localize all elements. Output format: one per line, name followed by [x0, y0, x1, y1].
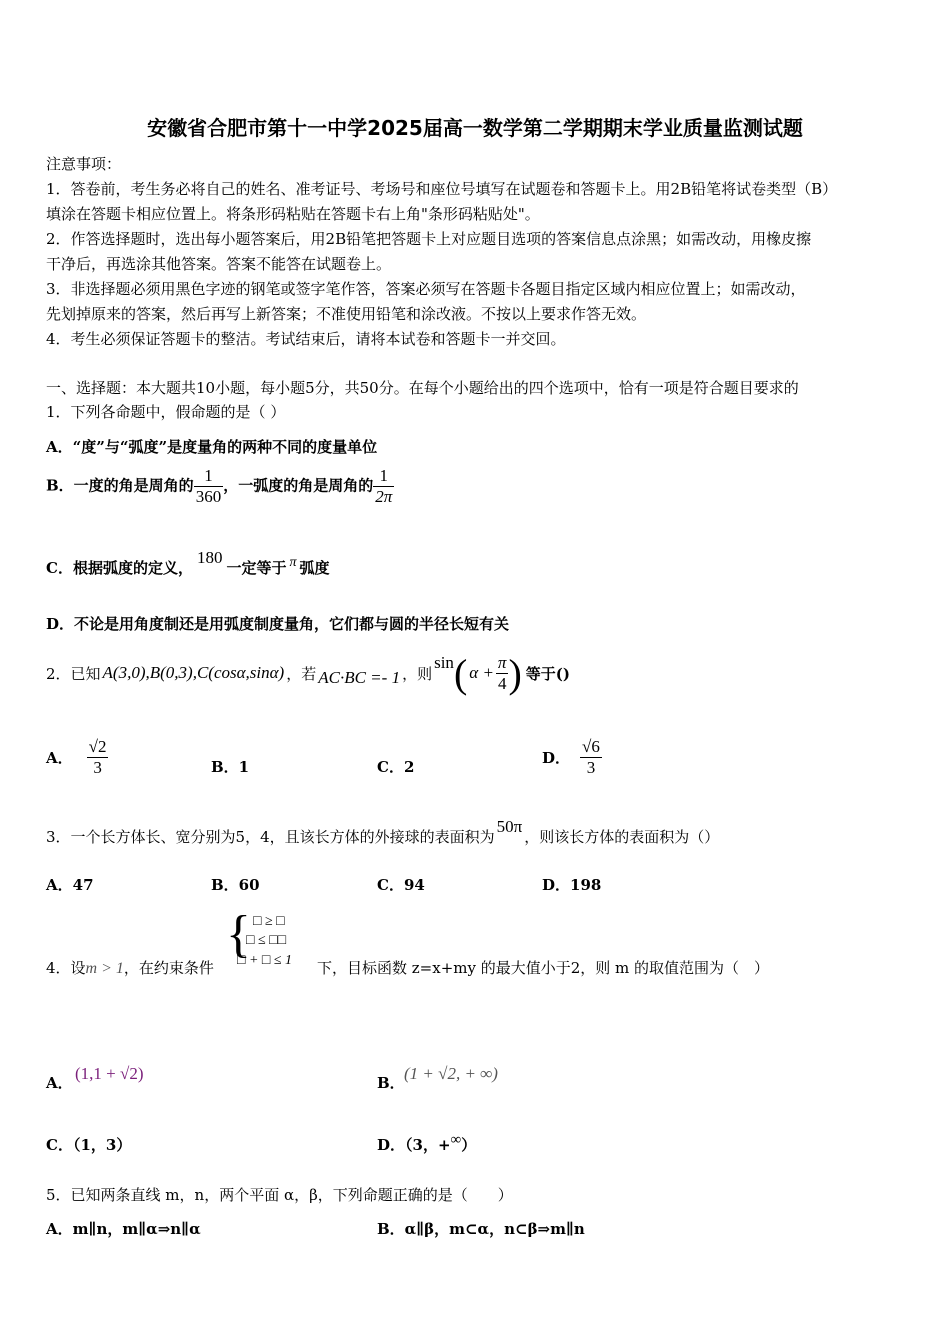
q2-a-label: A．	[46, 748, 73, 767]
q2-if: ，若	[286, 664, 317, 683]
q5-stem: 5．已知两条直线 m，n，两个平面 α，β，下列命题正确的是（ ）	[46, 1186, 513, 1204]
q2-points: A(3,0),B(0,3),C(cosα,sinα)	[102, 663, 285, 682]
q1-c-mid: 一定等于	[226, 559, 287, 577]
q4-constraint-3: □ + □ ≤ 1	[237, 953, 293, 968]
section-heading: 一、选择题：本大题共10小题，每小题5分，共50分。在每个小题给出的四个选项中，恰有一项是符合题目要求的	[46, 379, 799, 397]
q2-then: ，则	[402, 664, 433, 683]
q4-m: m > 1	[85, 960, 124, 977]
q1-c-pre: C．根据弧度的定义，	[46, 559, 193, 577]
q1-option-a: A．“度”与“弧度”是度量角的两种不同的度量单位	[46, 438, 378, 456]
q2-stem	[46, 648, 570, 698]
notes-heading: 注意事项：	[46, 155, 122, 173]
q1-c-pi: π	[289, 555, 297, 570]
q4-b-label: B．	[377, 1074, 405, 1092]
q3-pre: 3．一个长方体长、宽分别为5，4，且该长方体的外接球的表面积为	[46, 828, 495, 846]
q5-option-b: B．α∥β，m⊂α，n⊂β⇒m∥n	[377, 1220, 585, 1238]
q3-option-b: B．60	[211, 876, 260, 894]
q2-d-frac: $\frac{√6}{3}$	[582, 736, 600, 777]
q2-option-b: B．1	[211, 758, 250, 776]
q1-stem: 1．下列各命题中，假命题的是（ ）	[46, 403, 286, 421]
q4-system-brace: {	[226, 906, 251, 963]
note-1b: 填涂在答题卡相应位置上。将条形码粘贴在答题卡右上角"条形码粘贴处"。	[46, 205, 540, 223]
q4-mid-text: ，在约束条件	[123, 959, 214, 977]
q4-option-a: (1,1 + √2)	[75, 1064, 144, 1083]
q2-pre: 2．已知	[46, 664, 101, 683]
q1-c-post: 弧度	[299, 559, 330, 577]
note-2a: 2．作答选择题时，选出每小题答案后，用2B铅笔把答题卡上对应题目选项的答案信息点涂黑；如需改动，用橡皮擦	[46, 230, 812, 248]
q4-pre-text: 4．设	[46, 959, 86, 977]
q4-post: 下，目标函数 z=x+my 的最大值小于2，则 m 的取值范围为（ ）	[317, 959, 770, 977]
page-title: 安徽省合肥市第十一中学2025届高一数学第二学期期末学业质量监测试题	[147, 116, 803, 140]
q3-option-d: D．198	[542, 876, 602, 894]
q2-option-c: C．2	[377, 758, 415, 776]
q1-b-frac-1: $\frac{1}{360}$	[195, 466, 222, 506]
q2-a-frac: $\frac{√2}{3}$	[88, 736, 107, 777]
q2-frac: $\frac{\pi}{4}$	[497, 652, 507, 693]
q1-option-b	[46, 466, 394, 507]
q4-option-c: C．（1，3）	[46, 1136, 132, 1154]
q4-option-b: (1 + √2, + ∞)	[404, 1064, 498, 1083]
note-3a: 3．非选择题必须用黑色字迹的钢笔或签字笔作答，答案必须写在答题卡各题目指定区域内相应位置上；如需改动，	[46, 280, 806, 298]
q1-b-mid: ，一弧度的角是周角的	[223, 476, 374, 495]
note-4: 4．考生必须保证答题卡的整洁。考试结束后，请将本试卷和答题卡一并交回。	[46, 330, 566, 348]
q1-c-value: 180	[196, 548, 223, 567]
q4-constraint-1: □ ≥ □	[253, 914, 285, 929]
q2-sin: sin	[434, 653, 454, 672]
q3-value: 50π	[496, 817, 523, 836]
q3-option-a: A．47	[46, 876, 94, 894]
q2-condition: AC·BC =- 1	[318, 668, 401, 687]
q2-option-d	[542, 731, 602, 783]
q1-b-pre: B．一度的角是周角的	[46, 476, 194, 495]
note-2b: 干净后，再选涂其他答案。答案不能答在试题卷上。	[46, 255, 392, 273]
q2-option-a	[46, 731, 108, 783]
q4-d-pre: D．（3，+	[377, 1136, 451, 1154]
note-1a: 1．答卷前，考生务必将自己的姓名、准考证号、考场号和座位号填写在试题卷和答题卡上。用2B铅笔将试卷类型（B）	[46, 180, 838, 198]
q2-lparen: (	[453, 650, 468, 696]
q5-option-a: A．m∥n，m∥α⇒n∥α	[46, 1220, 201, 1238]
q4-a-label: A．	[46, 1074, 73, 1092]
q2-rparen: )	[508, 650, 522, 696]
q2-alpha: α +	[469, 663, 494, 682]
q2-d-label: D．	[542, 748, 571, 767]
q1-option-c	[46, 548, 330, 578]
q3-post: ，则该长方体的表面积为（）	[524, 828, 720, 846]
q1-option-d: D．不论是用角度制还是用弧度制度量角，它们都与圆的半径长短有关	[46, 615, 510, 633]
q1-b-frac-2: $\frac{1}{2\pi}$	[375, 466, 393, 506]
q4-d-post: ）	[461, 1136, 477, 1154]
q2-post: 等于()	[525, 664, 570, 683]
q4-constraint-2: □ ≤ □□	[246, 933, 287, 948]
q3-option-c: C．94	[377, 876, 425, 894]
note-3b: 先划掉原来的答案，然后再写上新答案；不准使用铅笔和涂改液。不按以上要求作答无效。	[46, 305, 647, 323]
q4-option-d	[377, 1134, 476, 1155]
q3-stem	[46, 817, 720, 847]
q4-pre	[46, 957, 214, 978]
q4-d-inf: ∞	[450, 1132, 462, 1148]
